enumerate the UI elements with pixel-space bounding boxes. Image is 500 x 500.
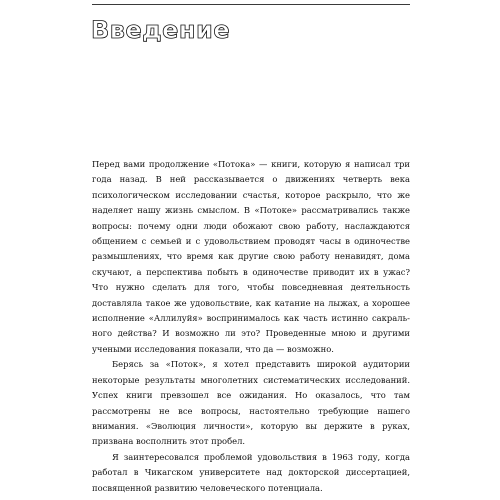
paragraph-1: Перед вами продолжение «Потока» — книги, которую я написал три года назад. В ней рассказывается о движениях четверть века психологическом исследовании счастья, которое раскрыло, что же наделяет нашу жизнь смыслом. В «Потоке» рассматривались также вопросы: почему одни люди обожают свою работу, наслаждаются общением с семьей и с удовольствием проводят часы в одиночестве размышлениях, что время как другие свою работу ненавидят, дома скучают, а перспектива побыть в одиночестве приводит их в ужас? Что нужно сделать для того, чтобы повседневная деятельность доставляла такое же удовольствие, как катание на лыжах, а хорошее исполнение «Аллилуйя» воспринималось как часть истинно сакрального действа? И возможно ли это? Проведенные мною и другими учеными исследования показали, что да — возможно.: [92, 159, 410, 354]
body-text: [92, 157, 410, 496]
paragraph-3: Я заинтересовался проблемой удовольствия в 1963 году, когда работал в Чикагском университете над докторской диссертацией, посвященной развитию человеческого потенциала.: [92, 451, 410, 493]
chapter-title: Введение: [91, 16, 231, 44]
paragraph-2: Берясь за «Поток», я хотел представить широкой аудитории некоторые результаты многолетних систематических исследований. Успех книги превзошел все ожидания. Но оказалось, что там рассмотрены не все вопросы, настоятельно требующие нашего внимания. «Эволюция личности», которую вы держите в руках, призвана восполнить этот пробел.: [92, 359, 410, 447]
header-rule: [92, 4, 410, 5]
